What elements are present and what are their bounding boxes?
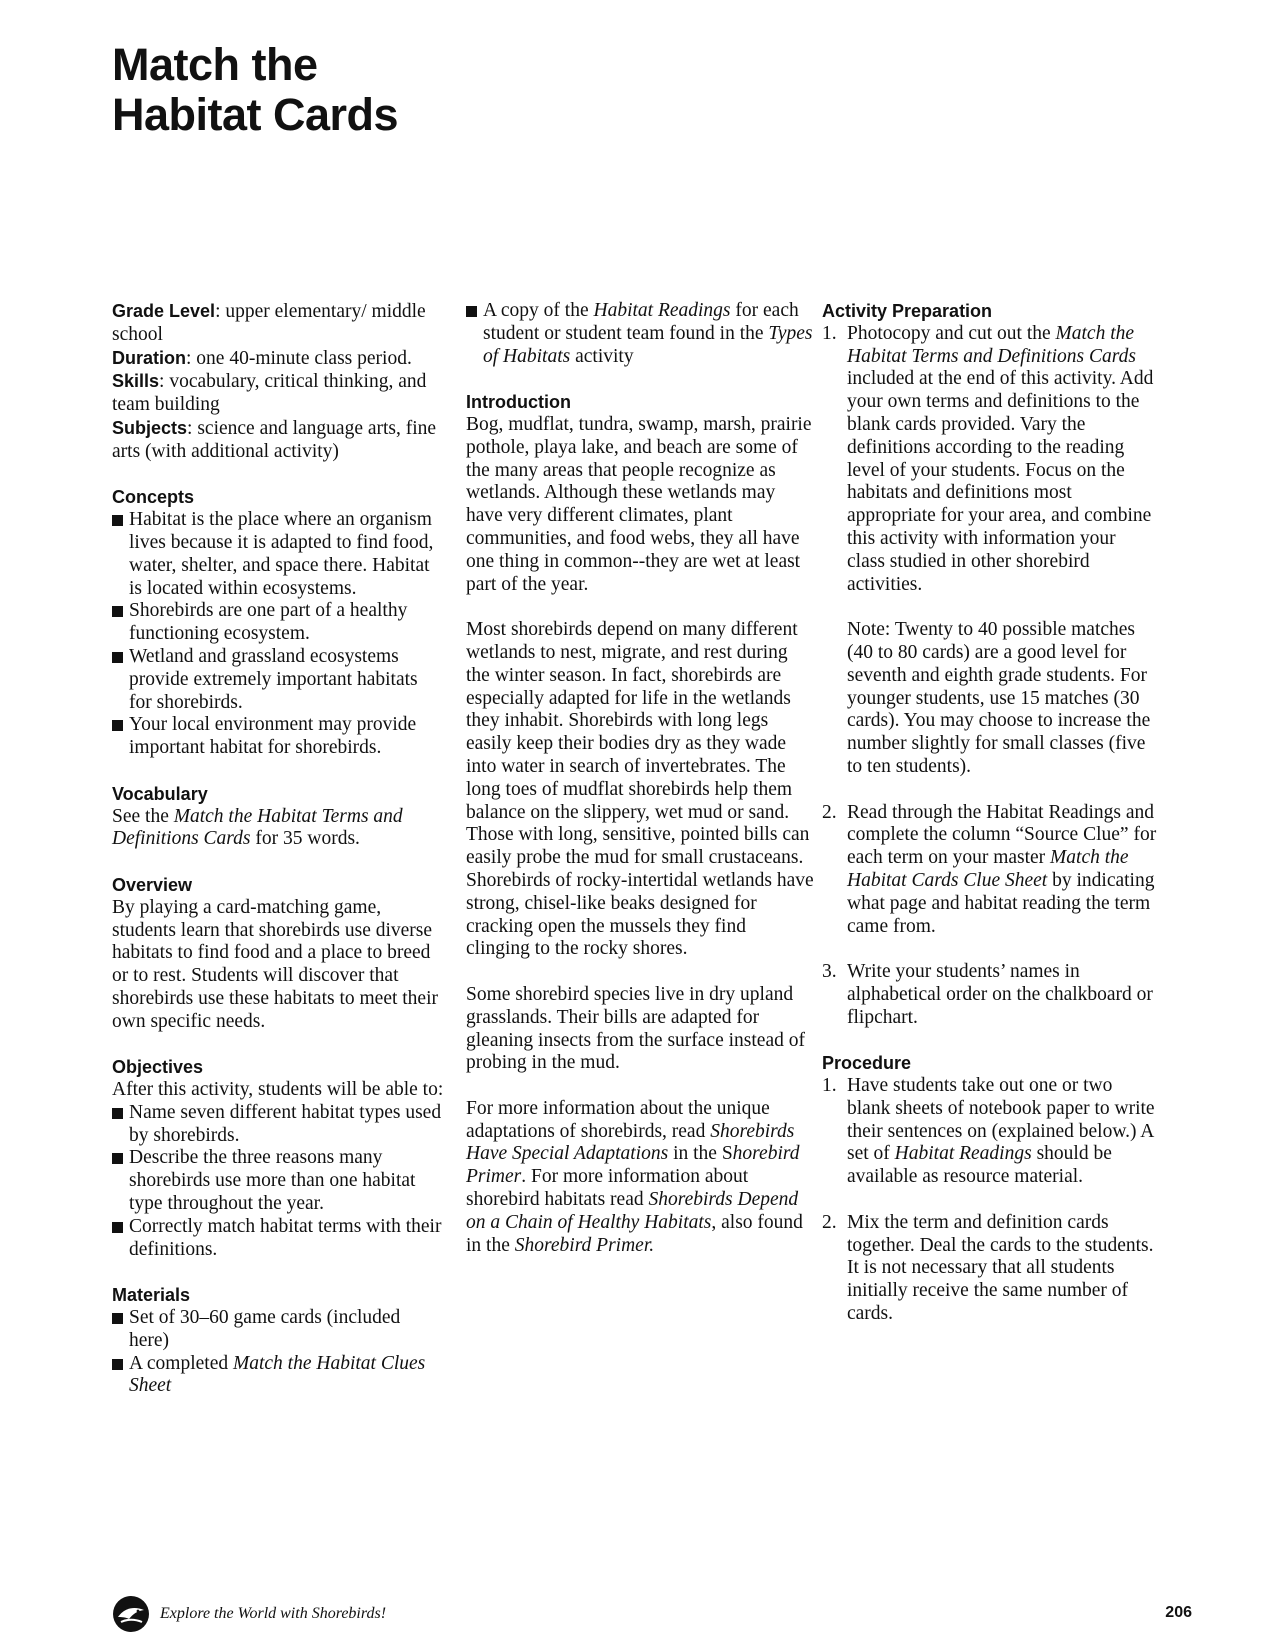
list-item: Correctly match habitat terms with their definitions. <box>112 1216 444 1262</box>
procedure-heading: Procedure <box>822 1053 912 1074</box>
list-item: Wetland and grassland ecosystems provide extremely important habitats for shorebirds. <box>112 646 444 714</box>
skills: Skills: vocabulary, critical thinking, and team building <box>112 371 427 416</box>
overview-text: By playing a card-matching game, students learn that shorebirds use diverse habitats to find food and a place to breed or to rest. Students will discover that shorebirds use these habitats to meet their own specific needs. <box>112 896 438 1032</box>
list-item: Your local environment may provide important habitat for shorebirds. <box>112 714 444 760</box>
objectives-heading: Objectives <box>112 1057 204 1078</box>
introduction-paragraph-4: For more information about the unique adaptations of shorebirds, read Shorebirds Have Special Adaptations in the Shorebird Primer. For more information about shorebird habitats read Shorebirds Depend on a Chain of Healthy Habitats, also found in the Shorebird Primer. <box>466 1097 803 1256</box>
list-item: 2. Mix the term and definition cards together. Deal the cards to the students. It is not necessary that all students initially receive the same number of cards. <box>822 1211 1154 1325</box>
duration: Duration: one 40-minute class period. <box>112 347 412 369</box>
footer-tagline: Explore the World with Shorebirds! <box>160 1605 387 1622</box>
shorebird-logo-icon <box>112 1595 150 1633</box>
introduction-paragraph-3: Some shorebird species live in dry upland grasslands. Their bills are adapted for gleaning insects from the surface instead of probing in the mud. <box>466 983 805 1074</box>
list-item: 2. Read through the Habitat Readings and complete the column “Source Clue” for each term on your master Match the Habitat Cards Clue Sheet by indicating what page and habitat reading the term came from. <box>822 801 1157 937</box>
list-item: Shorebirds are one part of a healthy functioning ecosystem. <box>112 600 444 646</box>
activity-preparation-heading: Activity Preparation <box>822 301 993 321</box>
introduction-paragraph-2: Most shorebirds depend on many different wetlands to nest, migrate, and rest during the winter season. In fact, shorebirds are especially adapted for life in the wetlands they inhabit. Shorebirds with long legs easily keep their bodies dry as they wade into water in search of invertebrates. The long toes of mudflat shorebirds help them balance on the slippery, wet mud or sand. Those with long, sensitive, pointed bills can easily probe the mud for small crustaceans. Shorebirds of rocky-intertidal wetlands have strong, chisel-like beaks designed for cracking open the mussels they find clinging to the rocky shores. <box>466 619 814 960</box>
overview-heading: Overview <box>112 874 193 895</box>
subjects: Subjects: science and language arts, fine arts (with additional activity) <box>112 417 437 462</box>
preparation-note: Note: Twenty to 40 possible matches (40 to 80 cards) are a good level for seventh and eighth grade students. For younger students, use 15 matches (30 cards). You may choose to increase the number slightly for small classes (five to ten students). <box>847 619 1151 777</box>
concepts-heading: Concepts <box>112 487 195 508</box>
list-item: 1. Photocopy and cut out the Match the Habitat Terms and Definitions Cards included at the end of this activity. Add your own terms and definitions to the blank cards provided. Vary the definitions according to the reading level of your students. Focus on the habitats and definitions most appropriate for your area, and combine this activity with information your class studied in other shorebird activities. Note: Twenty to 40 possible matches (40 to 80 cards) are a good level for seventh and eighth grade students. For younger students, use 15 matches (30 cards). You may choose to increase the number slightly for small classes (five to ten students). <box>822 323 1157 802</box>
list-item: 3. Write your students’ names in alphabetical order on the chalkboard or flipchart. <box>822 961 1153 1028</box>
materials-list-continued <box>466 300 814 368</box>
vocabulary-heading: Vocabulary <box>112 783 208 804</box>
objectives-list <box>112 1102 444 1262</box>
materials-list <box>112 1307 444 1398</box>
list-item: Name seven different habitat types used by shorebirds. <box>112 1102 444 1148</box>
list-item: Habitat is the place where an organism lives because it is adapted to find food, water, shelter, and space there. Habitat is located within ecosystems. <box>112 509 444 600</box>
list-item: Describe the three reasons many shorebirds use more than one habitat type throughout the year. <box>112 1147 444 1215</box>
page-title <box>112 40 398 140</box>
grade-level: Grade Level: upper elementary/ middle school <box>112 301 426 345</box>
column-right <box>822 300 1157 1326</box>
vocabulary-text: See the Match the Habitat Terms and Definitions Cards for 35 words. <box>112 805 403 850</box>
list-item: A copy of the Habitat Readings for each student or student team found in the Types of Habitats activity <box>466 300 814 368</box>
introduction-paragraph-1: Bog, mudflat, tundra, swamp, marsh, prairie pothole, playa lake, and beach are some of the many areas that people recognize as wetlands. Although these wetlands may have very different climates, plant communities, and food webs, they all have one thing in common--they are wet at least part of the year. <box>466 413 812 595</box>
page-title-line-2: Habitat Cards <box>112 89 399 140</box>
concepts-list <box>112 509 444 760</box>
column-middle <box>466 300 814 1257</box>
materials-heading: Materials <box>112 1285 191 1306</box>
introduction-heading: Introduction <box>466 392 571 413</box>
column-left <box>112 300 444 1398</box>
page-title-line-1: Match the <box>112 39 318 90</box>
objectives-intro: After this activity, students will be able to: <box>112 1079 444 1101</box>
footer <box>112 1595 1192 1635</box>
list-item: Set of 30–60 game cards (included here) <box>112 1307 444 1353</box>
preparation-steps <box>822 323 1157 1030</box>
procedure-steps <box>822 1075 1157 1326</box>
page-number: 206 <box>1165 1604 1192 1621</box>
list-item: A completed Match the Habitat Clues Sheet <box>112 1353 444 1399</box>
list-item: 1. Have students take out one or two blank sheets of notebook paper to write their sentences on (explained below.) A set of Habitat Readings should be available as resource material. <box>822 1075 1155 1188</box>
